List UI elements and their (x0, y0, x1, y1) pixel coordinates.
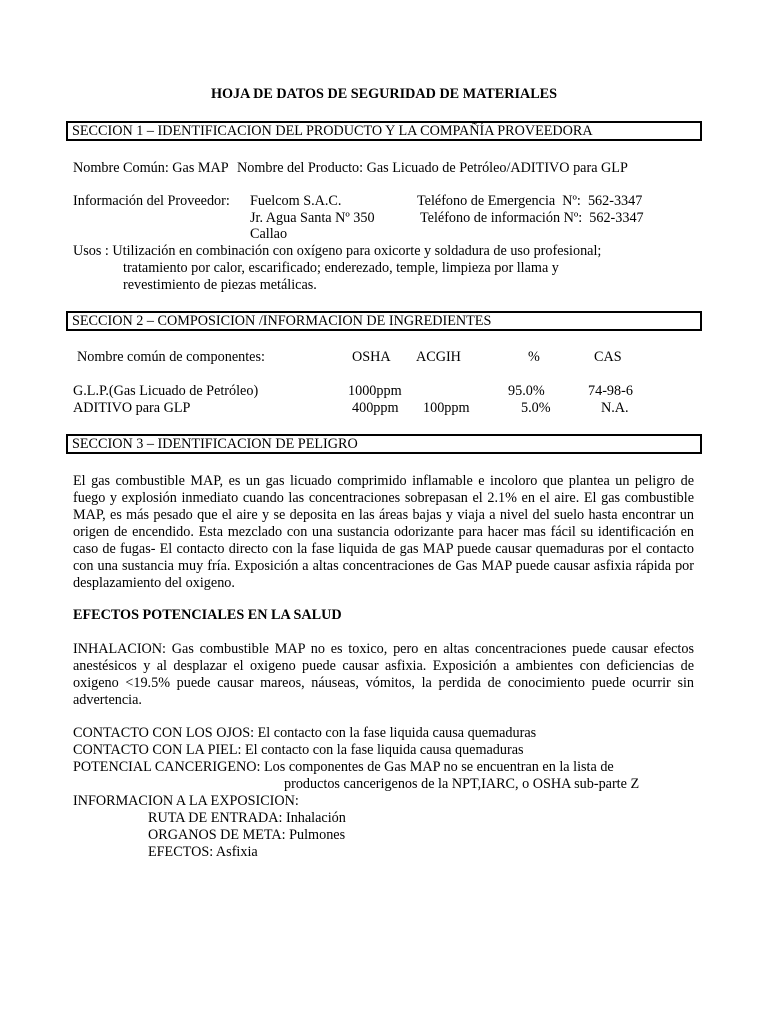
proveedor-ciudad: Callao (250, 226, 288, 242)
row-1-cas: 74-98-6 (588, 383, 633, 399)
col-header-cas: CAS (594, 349, 622, 365)
potencial-cancerigeno-1: POTENCIAL CANCERIGENO: Los componentes de Gas MAP no se encuentran en la lista de (73, 759, 614, 775)
section-1-title: SECCION 1 – IDENTIFICACION DEL PRODUCTO Y LA COMPAÑÍA PROVEEDORA (72, 123, 593, 139)
nombre-producto: Nombre del Producto: Gas Licuado de Petróleo/ADITIVO para GLP (237, 160, 628, 176)
row-2-cas: N.A. (601, 400, 629, 416)
contacto-ojos: CONTACTO CON LOS OJOS: El contacto con la fase liquida causa quemaduras (73, 725, 537, 741)
col-header-osha: OSHA (352, 349, 391, 365)
proveedor-direccion: Jr. Agua Santa Nº 350 (250, 210, 375, 226)
document-title: HOJA DE DATOS DE SEGURIDAD DE MATERIALES (210, 86, 558, 102)
contacto-piel: CONTACTO CON LA PIEL: El contacto con la fase liquida causa quemaduras (73, 742, 524, 758)
potencial-cancerigeno-2: productos cancerigenos de la NPT,IARC, o OSHA sub-parte Z (284, 776, 640, 792)
efectos: EFECTOS: Asfixia (148, 844, 258, 860)
usos-line-1: Usos : Utilización en combinación con oxígeno para oxicorte y soldadura de uso profesional; (73, 243, 602, 259)
peligro-paragraph: El gas combustible MAP, es un gas licuado comprimido inflamable e incoloro que plantea un peligro de fuego y explosión inmediato cuando las concentraciones sobrepasan el 2.1% en el aire. El gas combustible MAP, es más pesado que el aire y se deposita en las áreas bajas y viaja a nivel del suelo hasta encontrar un origen de encendido. Esta mezclado con una sustancia odorizante para hacer mas fácil su identificación en caso de fugas- El contacto directo con la fase liquida de gas MAP puede causar quemaduras por el contacto con una sustancia muy fría. Exposición a altas concentraciones de Gas MAP puede causar asfixia rápida por desplazamiento del oxigeno. (73, 473, 694, 591)
section-2-header (66, 311, 702, 331)
organos-meta: ORGANOS DE META: Pulmones (148, 827, 346, 843)
proveedor-label: Información del Proveedor: (73, 193, 230, 209)
informacion-exposicion: INFORMACION A LA EXPOSICION: (73, 793, 299, 809)
row-2-porcentaje: 5.0% (521, 400, 551, 416)
row-1-osha: 1000ppm (348, 383, 402, 399)
row-2-osha: 400ppm (352, 400, 399, 416)
col-header-porcentaje: % (528, 349, 540, 365)
telefono-emergencia: Teléfono de Emergencia Nº: 562-3347 (417, 193, 643, 209)
row-1-porcentaje: 95.0% (508, 383, 545, 399)
section-1-header (66, 121, 702, 141)
section-3-title: SECCION 3 – IDENTIFICACION DE PELIGRO (72, 436, 358, 452)
section-2-title: SECCION 2 – COMPOSICION /INFORMACION DE INGREDIENTES (72, 313, 492, 329)
section-3-header (66, 434, 702, 454)
proveedor-nombre: Fuelcom S.A.C. (250, 193, 342, 209)
ruta-entrada: RUTA DE ENTRADA: Inhalación (148, 810, 346, 826)
efectos-heading: EFECTOS POTENCIALES EN LA SALUD (73, 607, 342, 623)
row-2-acgih: 100ppm (423, 400, 470, 416)
usos-line-3: revestimiento de piezas metálicas. (123, 277, 317, 293)
telefono-informacion: Teléfono de información Nº: 562-3347 (420, 210, 644, 226)
usos-line-2: tratamiento por calor, escarificado; enderezado, temple, limpieza por llama y (123, 260, 559, 276)
row-2-nombre: ADITIVO para GLP (73, 400, 191, 416)
nombre-comun: Nombre Común: Gas MAP (73, 160, 229, 176)
row-1-nombre: G.L.P.(Gas Licuado de Petróleo) (73, 383, 259, 399)
col-header-acgih: ACGIH (416, 349, 461, 365)
col-header-nombre: Nombre común de componentes: (77, 349, 265, 365)
inhalacion-paragraph: INHALACION: Gas combustible MAP no es toxico, pero en altas concentraciones puede causar efectos anestésicos y al desplazar el oxigeno puede causar asfixia. Exposición a ambientes con deficiencias de oxigeno <19.5% puede causar mareos, náuseas, vómitos, la perdida de conocimiento puede ocurrir sin advertencia. (73, 641, 694, 708)
